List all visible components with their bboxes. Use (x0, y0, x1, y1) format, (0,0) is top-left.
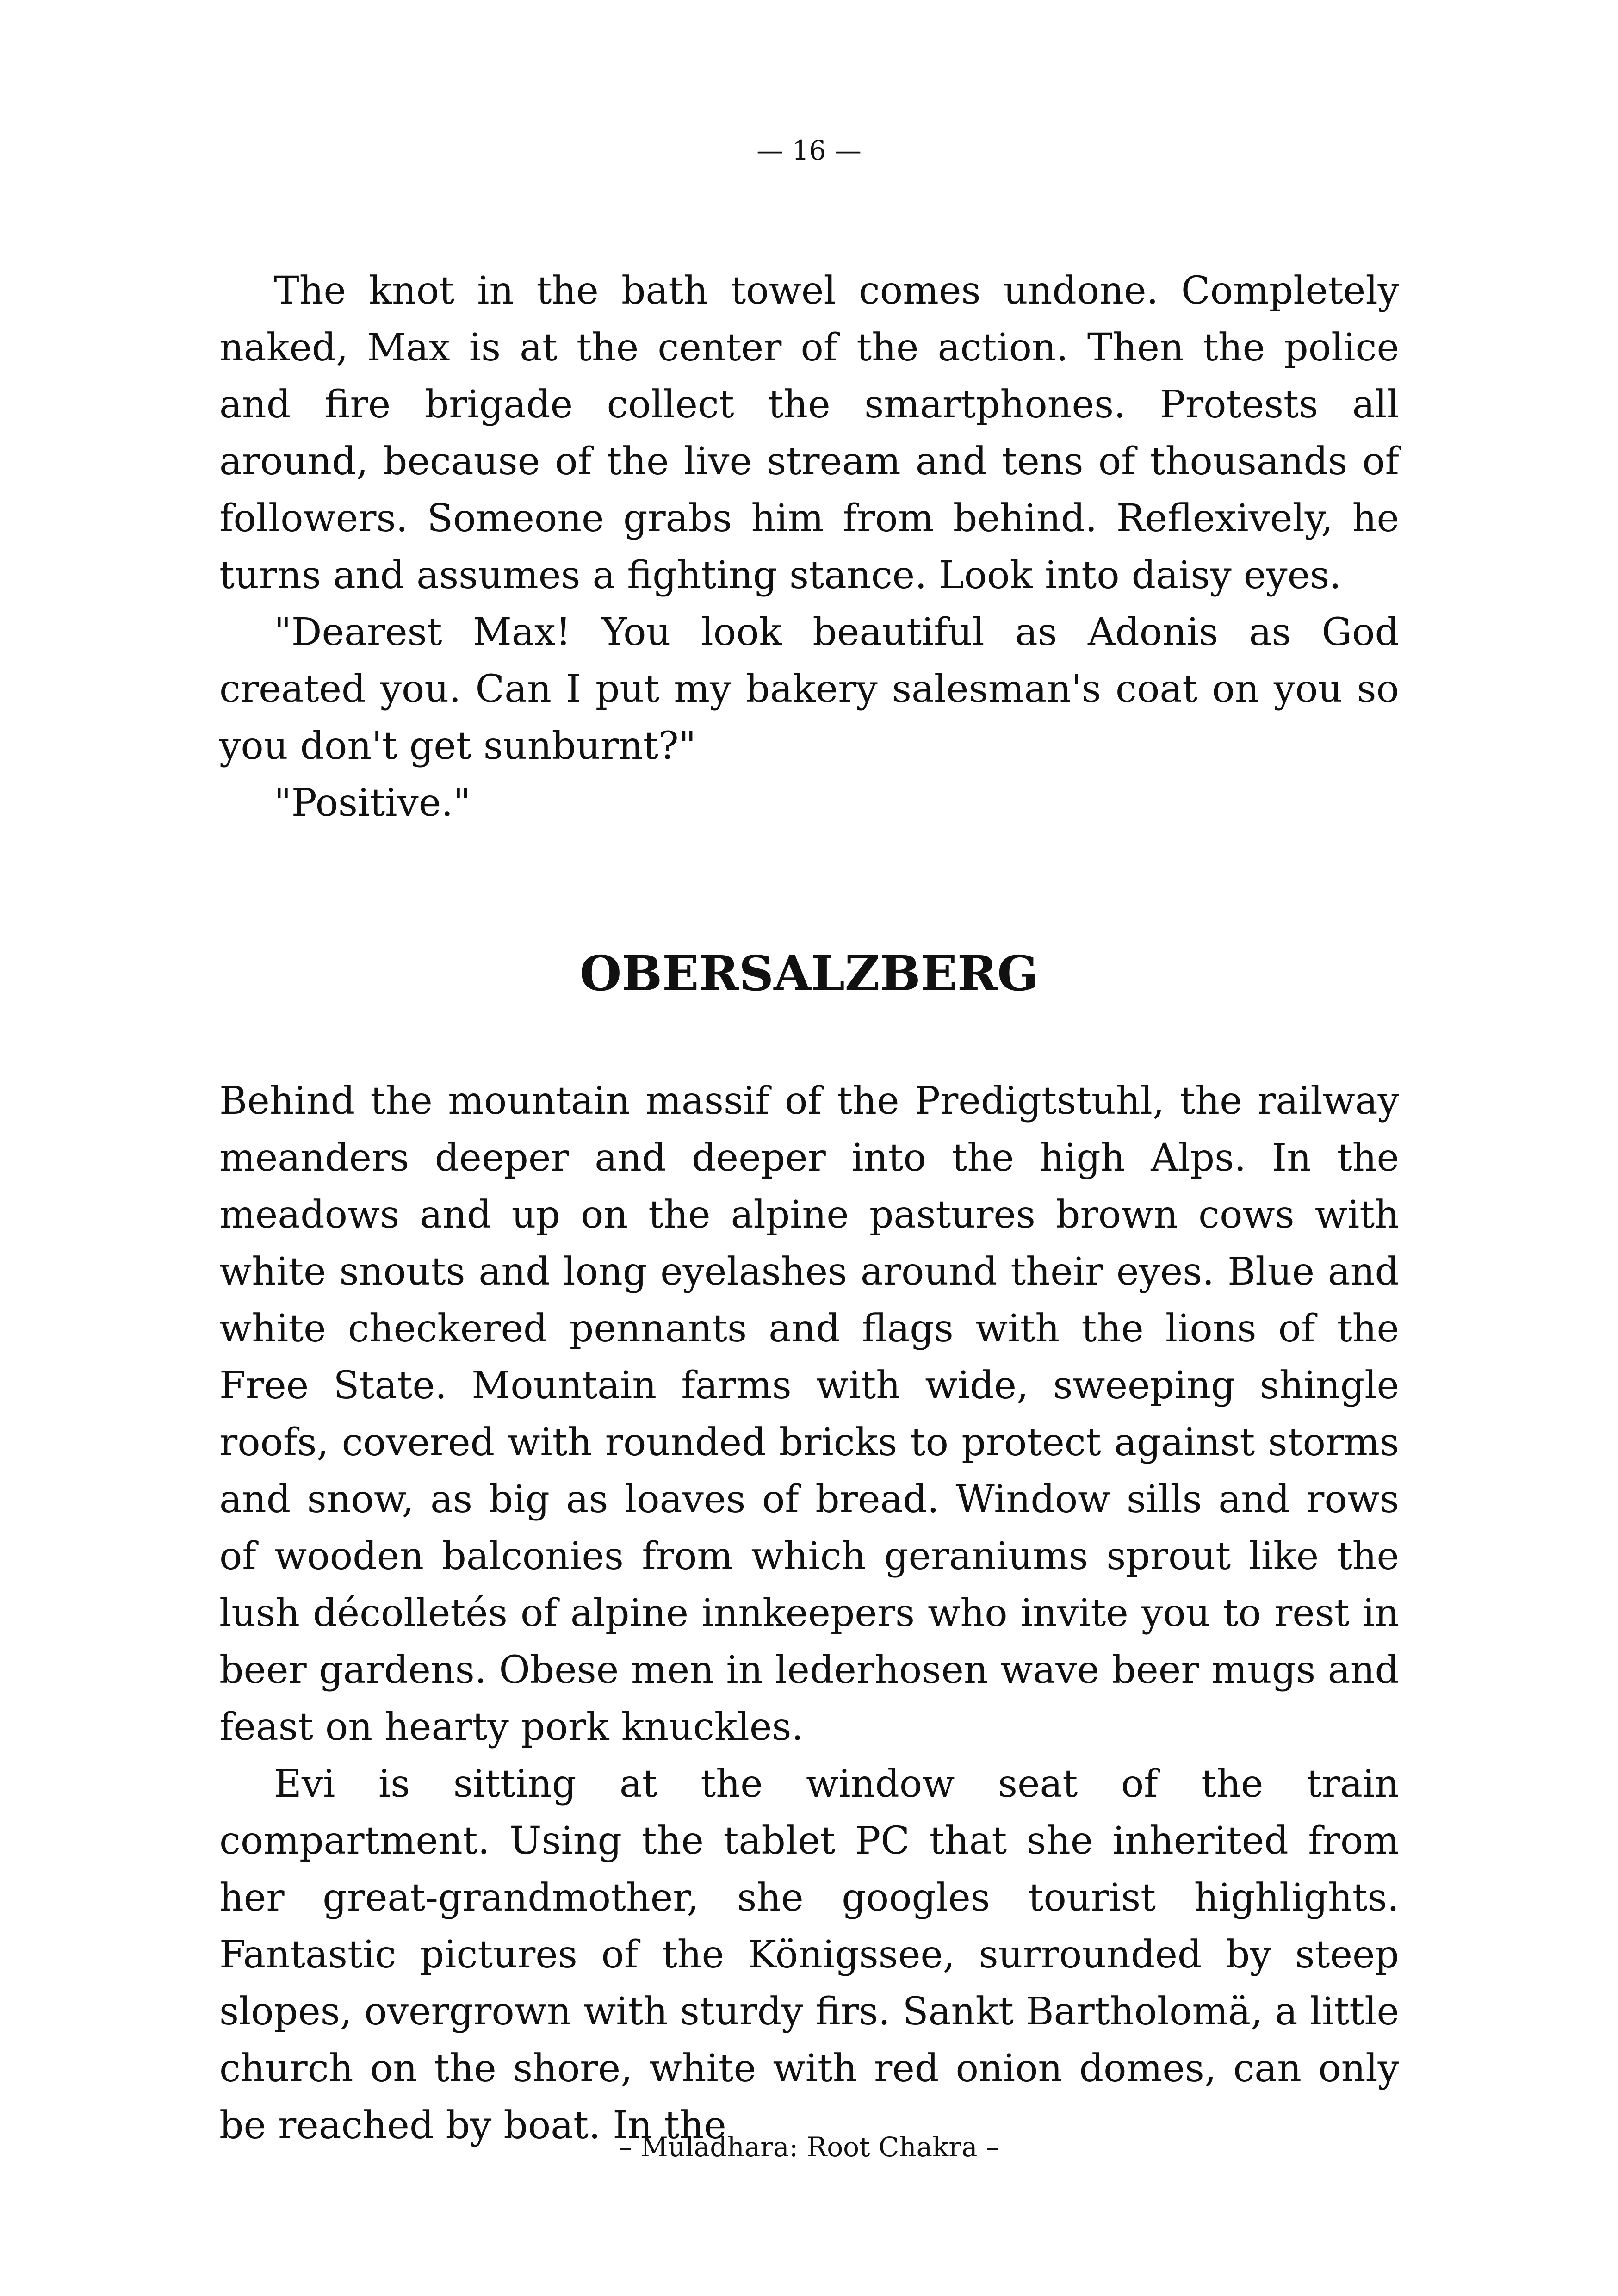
chapter-body-text (219, 1073, 1399, 2154)
paragraph: "Dearest Max! You look beautiful as Adonis as God created you. Can I put my bakery salesman's coat on you so you don't get sunburnt?" (219, 610, 1399, 768)
page-number: — 16 — (756, 135, 862, 166)
paragraph: "Positive." (274, 781, 471, 825)
paragraph: Evi is sitting at the window seat of the train compartment. Using the tablet PC that she inherited from her great-grandmother, she googles tourist highlights. Fantastic pictures of the Königssee, surrounded by steep slopes, overgrown with sturdy firs. Sankt Bartholomä, a little church on the shore, white with red onion domes, can only be reached by boat. In the (219, 1762, 1399, 2147)
paragraph: Behind the mountain massif of the Predigtstuhl, the railway meanders deeper and deeper into the high Alps. In the meadows and up on the alpine pastures brown cows with white snouts and long eyelashes around their eyes. Blue and white checkered pennants and flags with the lions of the Free State. Mountain farms with wide, sweeping shingle roofs, covered with rounded bricks to protect against storms and snow, as big as loaves of bread. Window sills and rows of wooden balconies from which geraniums sprout like the lush décolletés of alpine innkeepers who invite you to rest in beer gardens. Obese men in lederhosen wave beer mugs and feast on hearty pork knuckles. (219, 1079, 1399, 1749)
running-footer: – Muladhara: Root Chakra – (618, 2131, 1000, 2163)
chapter-title: OBERSALZBERG (579, 945, 1039, 1002)
scene-end-text (219, 262, 1399, 832)
paragraph: The knot in the bath towel comes undone. Completely naked, Max is at the center of the action. Then the police and fire brigade collect the smartphones. Protests all around, because of the live stream and tens of thousands of followers. Someone grabs him from behind. Reflexively, he turns and assumes a fighting stance. Look into daisy eyes. (219, 269, 1399, 597)
